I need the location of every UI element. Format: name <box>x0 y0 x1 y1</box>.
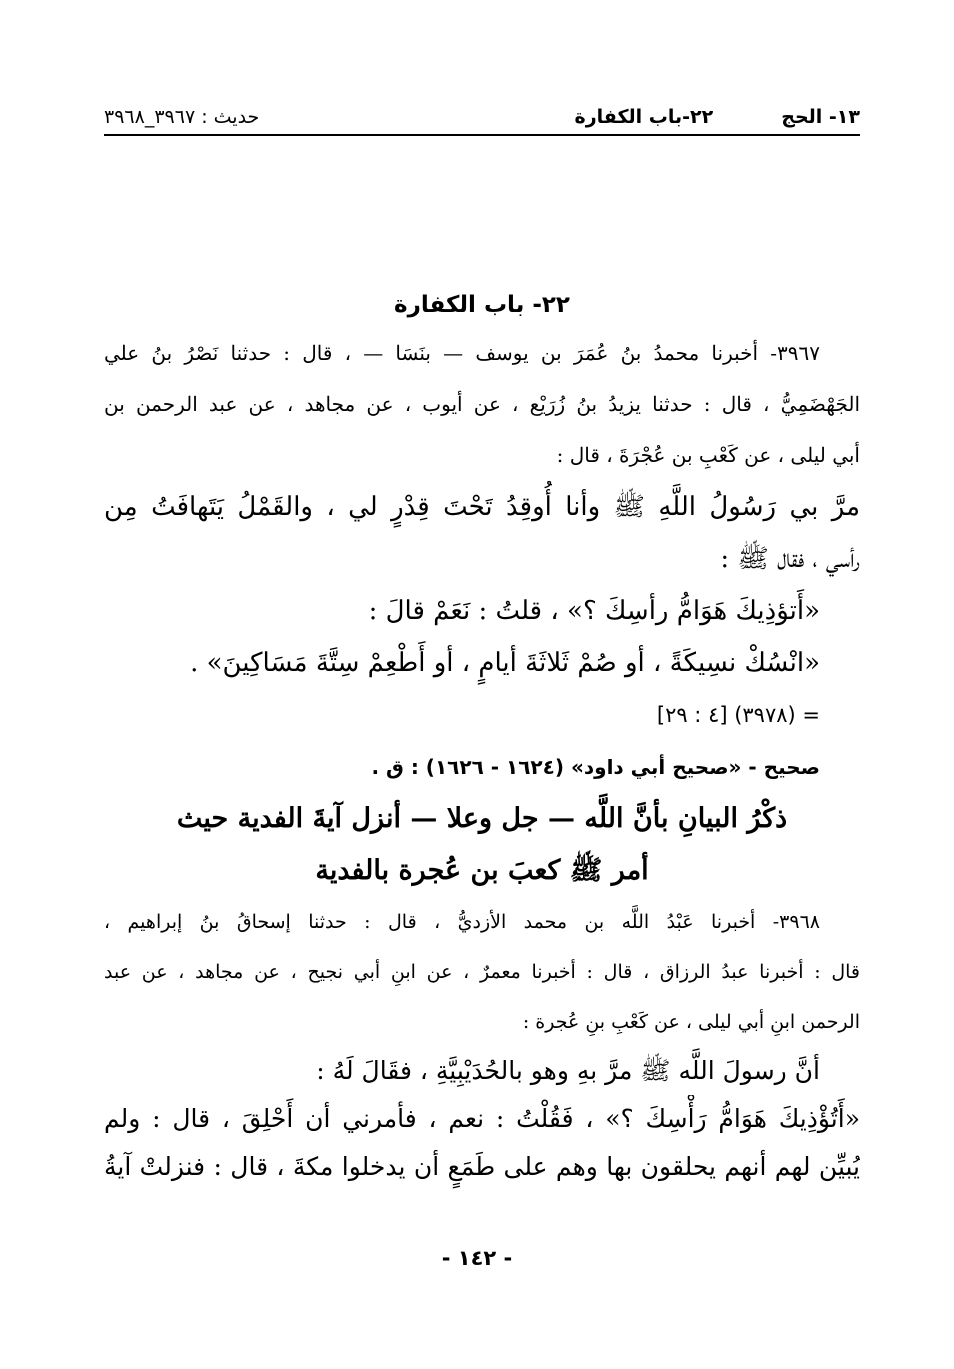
hadith-3967-isnad-line-1: ٣٩٦٧- أخبرنا محمدُ بنُ عُمَرَ بن يوسف — بنَسَا — ، قال : حدثنا نَصْرُ بنُ علي <box>104 341 820 365</box>
hadith-3968-isnad-line-3: الرحمن ابنِ أبي ليلى ، عن كَعْبِ بنِ عُجرة : <box>522 1011 860 1033</box>
hadith-3967-grading: صحيح - «صحيح أبي داود» (١٦٢٤ - ١٦٢٦) : ق . <box>371 755 820 779</box>
dhikr-heading-line-2: أمر ﷺ كعبَ بن عُجرة بالفدية <box>315 855 649 886</box>
header-hadith-range: حديث : ٣٩٦٧_٣٩٦٨ <box>104 106 260 128</box>
hadith-3967-isnad-line-3: أبي ليلى ، عن كَعْبِ بن عُجْرَةَ ، قال : <box>556 443 860 467</box>
section-title: ٢٢- باب الكفارة <box>394 292 570 318</box>
hadith-3968-isnad-line-1: ٣٩٦٨- أخبرنا عَبْدُ اللَّه بن محمد الأزديُّ ، قال : حدثنا إسحاقُ بنُ إبراهيم ، <box>104 911 820 933</box>
hadith-3968-matn-line-1: أنَّ رسولَ اللَّه ﷺ مرَّ بهِ وهو بالحُدَيْبِيَّةِ ، فقَالَ لَهُ : <box>316 1056 820 1085</box>
hadith-3967-matn-line-4: «انْسُكْ نسِيكَةً ، أو صُمْ ثَلاثَةَ أيامٍ ، أو أَطْعِمْ سِتَّةَ مَسَاكِينَ» . <box>190 648 820 678</box>
hadith-3967-matn-line-1: مرَّ بي رَسُولُ اللَّهِ ﷺ وأنا أُوقِدُ تَحْتَ قِدْرٍ لي ، والقَمْلُ يَتَهافَتُ مِن <box>104 492 860 522</box>
page-number: - ١٤٢ - <box>441 1246 513 1270</box>
dhikr-heading-line-1: ذكْرُ البيانِ بأنَّ اللَّه — جل وعلا — أنزل آيةَ الفدية حيث <box>176 803 788 834</box>
page-body <box>104 282 860 1191</box>
header-section: ٢٢-باب الكفارة <box>574 106 714 128</box>
hadith-3967-isnad-line-2: الجَهْضَمِيُّ ، قال : حدثنا يزيدُ بنُ زُرَيْع ، عن أيوب ، عن مجاهد ، عن عبد الرحمن بن <box>104 392 860 416</box>
header-right-group <box>575 106 860 134</box>
hadith-3967-cross-reference: = (٣٩٧٨) [٤ : ٢٩] <box>656 703 820 727</box>
hadith-3967-matn-line-2: رأسي ، فقال ﷺ : <box>720 544 860 574</box>
hadith-3967-matn-line-3: «أَتؤذِيكَ هَوَامُّ رأسِكَ ؟» ، قلتُ : نَعَمْ قالَ : <box>368 596 820 626</box>
hadith-3968-matn-line-3: يُبيِّن لهم أنهم يحلقون بها وهم على طَمَعٍ أن يدخلوا مكةَ ، قال : فنزلتْ آيةُ <box>104 1152 860 1181</box>
header-chapter: ١٣- الحج <box>781 106 860 128</box>
hadith-3968-matn-line-2: «أَتُؤْذِيكَ هَوَامُّ رَأْسِكَ ؟» ، فَقُلْتُ : نعم ، فأمرني أن أَحْلِقَ ، قال : ولم <box>104 1104 860 1133</box>
running-header <box>104 98 860 136</box>
hadith-3968-isnad-line-2: قال : أخبرنا عبدُ الرزاق ، قال : أخبرنا معمرٌ ، عن ابنِ أبي نجيح ، عن مجاهد ، عن عبد <box>104 961 860 983</box>
